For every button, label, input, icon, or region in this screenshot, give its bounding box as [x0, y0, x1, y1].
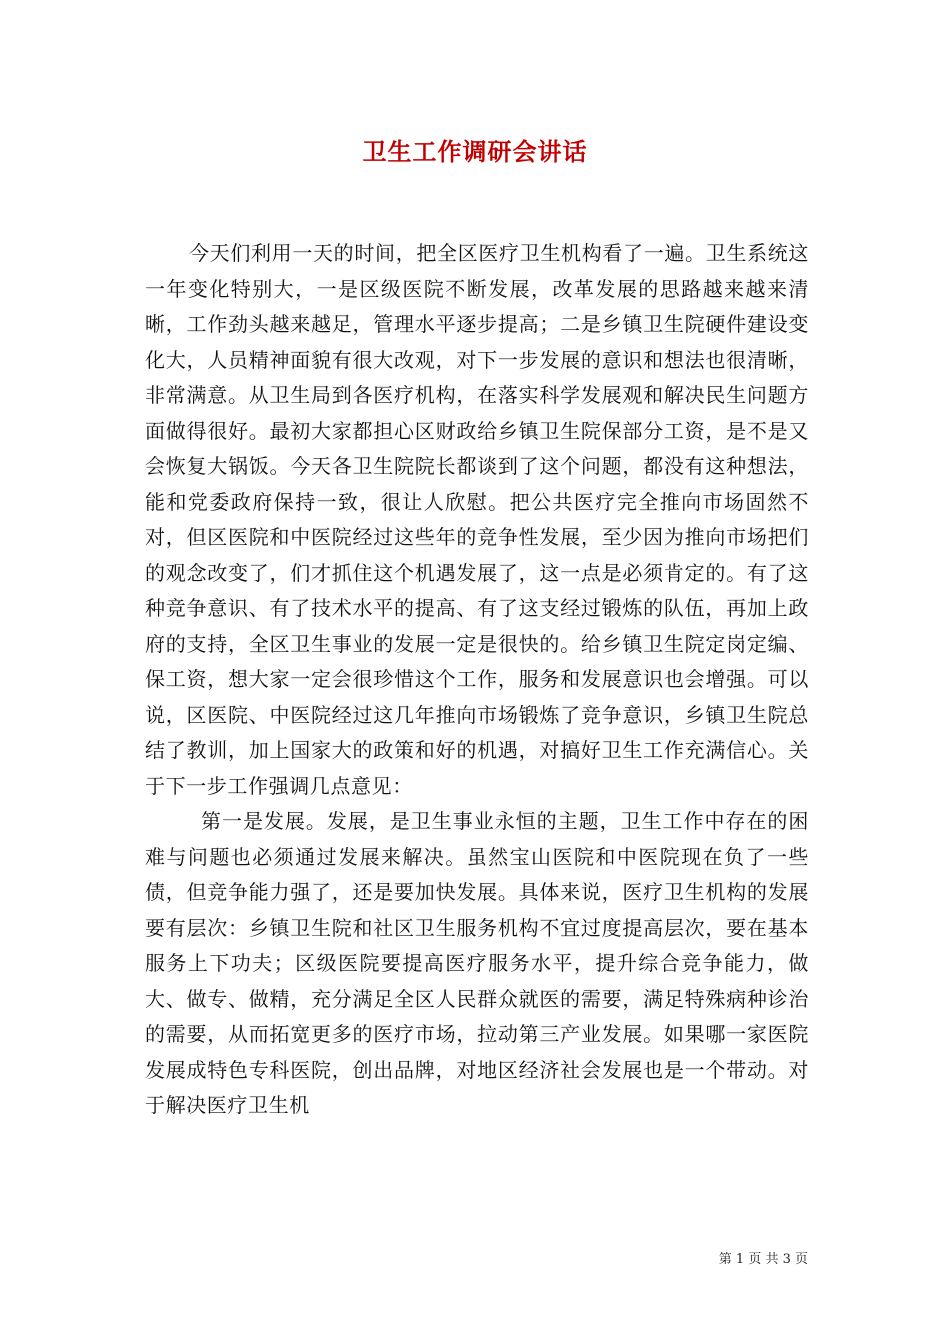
paragraph-intro: 今天们利用一天的时间，把全区医疗卫生机构看了一遍。卫生系统这一年变化特别大，一是区级医院不断发展，改革发展的思路越来越来清晰，工作劲头越来越足，管理水平逐步提高；二是乡镇卫生院硬件建设变化大，人员精神面貌有很大改观，对下一步发展的意识和想法也很清晰，非常满意。从卫生局到各医疗机构，在落实科学发展观和解决民生问题方面做得很好。最初大家都担心区财政给乡镇卫生院保部分工资，是不是又会恢复大锅饭。今天各卫生院院长都谈到了这个问题，都没有这种想法，能和党委政府保持一致，很让人欣慰。把公共医疗完全推向市场固然不对，但区医院和中医院经过这些年的竞争性发展，至少因为推向市场把们的观念改变了，们才抓住这个机遇发展了，这一点是必须肯定的。有了这种竞争意识、有了技术水平的提高、有了这支经过锻炼的队伍，再加上政府的支持，全区卫生事业的发展一定是很快的。给乡镇卫生院定岗定编、保工资，想大家一定会很珍惜这个工作，服务和发展意识也会增强。可以说，区医院、中医院经过这几年推向市场锻炼了竞争意识，乡镇卫生院总结了教训，加上国家大的政策和好的机遇，对搞好卫生工作充满信心。关于下一步工作强调几点意见：	[145, 241, 809, 798]
document-body	[145, 236, 809, 1124]
page-number-footer: 第 1 页 共 3 页	[718, 1252, 808, 1267]
paragraph-development: 第一是发展。发展，是卫生事业永恒的主题，卫生工作中存在的困难与问题也必须通过发展来解决。虽然宝山医院和中医院现在负了一些债，但竞争能力强了，还是要加快发展。具体来说，医疗卫生机构的发展要有层次：乡镇卫生院和社区卫生服务机构不宜过度提高层次，要在基本服务上下功夫；区级医院要提高医疗服务水平，提升综合竞争能力，做大、做专、做精，充分满足全区人民群众就医的需要，满足特殊病种诊治的需要，从而拓宽更多的医疗市场，拉动第三产业发展。如果哪一家医院发展成特色专科医院，创出品牌，对地区经济社会发展也是一个带动。对于解决医疗卫生机	[145, 809, 809, 1117]
page-title: 卫生工作调研会讲话	[362, 137, 588, 166]
